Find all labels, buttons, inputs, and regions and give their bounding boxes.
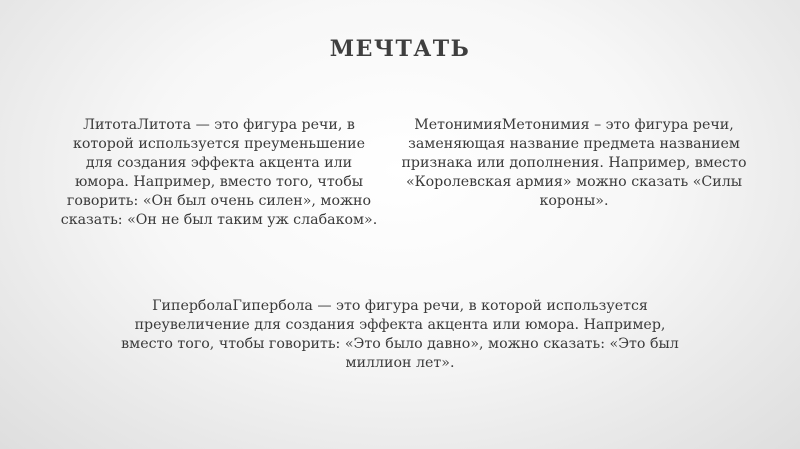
hyperbole-text-block: ГиперболаГипербола — это фигура речи, в которой используется преувеличение для создания эффекта акцента или юмора. Например, вместо того, чтобы говорить: «Это было давно», можно сказать: «Это был миллион лет». [121,298,679,371]
litota-text-block: ЛитотаЛитота — это фигура речи, в которой используется преуменьшение для создания эффекта акцента или юмора. Например, вместо того, чтобы говорить: «Он был очень силен», можно сказать: «Он не был таким уж слабаком». [60,117,378,228]
slide-title: МЕЧТАТЬ [329,36,471,62]
metonymy-text-block: МетонимияМетонимия – это фигура речи, заменяющая название предмета названием признака или дополнения. Например, вместо «Королевская армия» можно сказать «Силы короны». [401,117,747,209]
